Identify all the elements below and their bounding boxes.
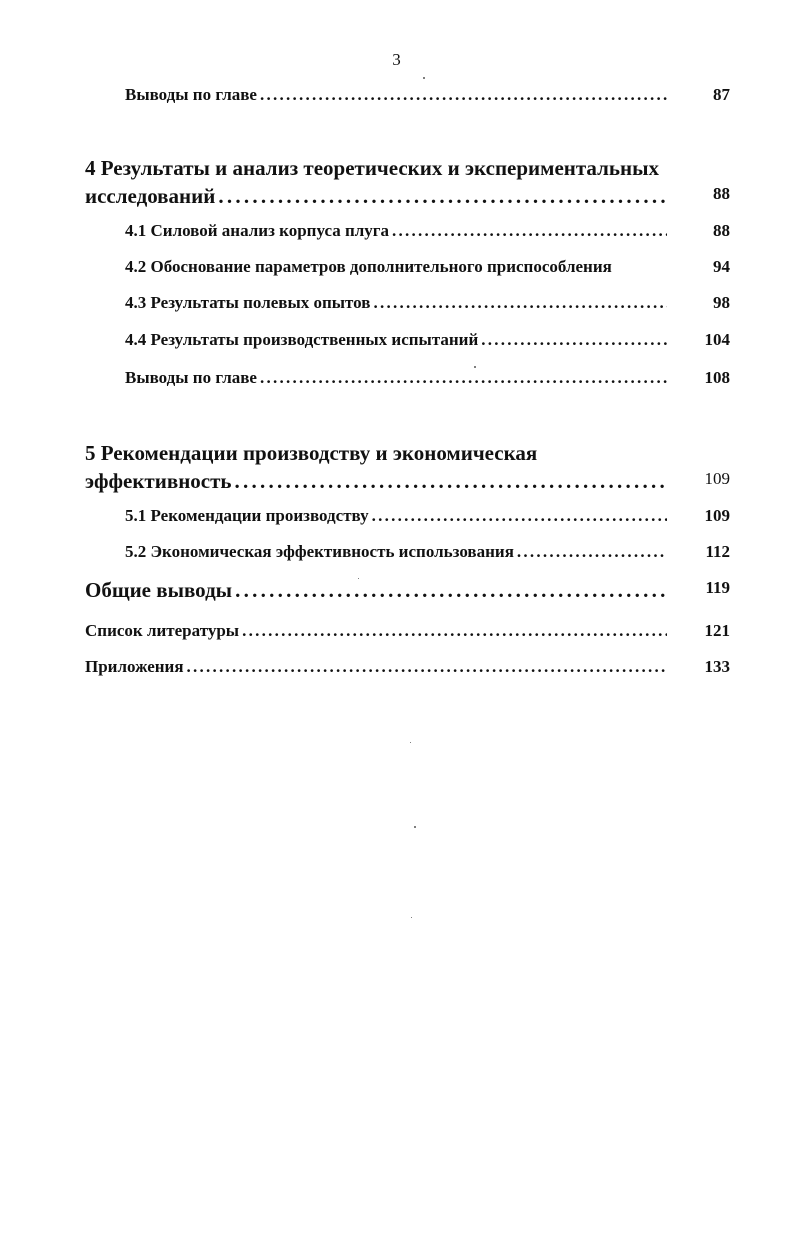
toc-entry-general-conclusions[interactable] bbox=[85, 578, 730, 603]
toc-entry-title: Выводы по главе bbox=[125, 85, 257, 104]
toc-entry-page: 121 bbox=[704, 621, 730, 640]
toc-leader-dots bbox=[392, 221, 667, 241]
toc-entry-4-2[interactable] bbox=[125, 257, 730, 277]
toc-entry-title: 4.1 Силовой анализ корпуса плуга bbox=[125, 221, 390, 240]
toc-entry-page: 108 bbox=[704, 368, 730, 387]
toc-entry-chapter-5[interactable] bbox=[85, 469, 730, 494]
scan-speck bbox=[410, 742, 411, 743]
toc-leader-dots bbox=[235, 469, 667, 494]
toc-entry-5-2[interactable] bbox=[125, 542, 730, 562]
toc-entry-page: 109 bbox=[704, 469, 730, 488]
toc-leader-dots bbox=[235, 578, 667, 603]
toc-entry-title: эффективность bbox=[85, 469, 232, 493]
toc-chapter-5-title-line1: 5 Рекомендации производству и экономическая bbox=[85, 441, 538, 465]
toc-entry-title: Список литературы bbox=[85, 621, 240, 640]
toc-leader-dots bbox=[481, 330, 667, 350]
toc-entry-title: 5.1 Рекомендации производству bbox=[125, 506, 369, 525]
toc-entry-page: 109 bbox=[704, 506, 730, 525]
toc-entry-page: 88 bbox=[713, 184, 730, 203]
toc-entry-conclusions-ch4[interactable] bbox=[125, 368, 730, 388]
toc-entry-chapter-4[interactable] bbox=[85, 184, 730, 209]
toc-leader-dots bbox=[218, 184, 667, 209]
toc-entry-4-4[interactable] bbox=[125, 330, 730, 350]
page-number: 3 bbox=[392, 50, 401, 69]
toc-leader-dots bbox=[372, 506, 667, 526]
toc-entry-references[interactable] bbox=[85, 621, 730, 641]
toc-leader-dots bbox=[187, 657, 667, 677]
toc-entry-title: Общие выводы bbox=[85, 578, 233, 602]
toc-entry-page: 112 bbox=[705, 542, 730, 561]
scan-speck bbox=[411, 917, 412, 918]
toc-entry-page: 104 bbox=[704, 330, 730, 349]
toc-entry-title: 5.2 Экономическая эффективность использования bbox=[125, 542, 514, 561]
toc-entry-title: 4.4 Результаты производственных испытаний bbox=[125, 330, 479, 349]
toc-entry-page: 94 bbox=[713, 257, 730, 276]
toc-leader-dots bbox=[373, 293, 667, 313]
toc-leader-dots bbox=[242, 621, 667, 641]
toc-entry-title: 4.3 Результаты полевых опытов bbox=[125, 293, 371, 312]
toc-entry-title: исследований bbox=[85, 184, 216, 208]
scan-speck bbox=[423, 77, 425, 79]
toc-entry-4-1[interactable] bbox=[125, 221, 730, 241]
toc-entry-page: 98 bbox=[713, 293, 730, 312]
toc-entry-page: 133 bbox=[704, 657, 730, 676]
toc-entry-title: Приложения bbox=[85, 657, 184, 676]
scan-speck bbox=[358, 578, 359, 579]
toc-entry-page: 88 bbox=[713, 221, 730, 240]
toc-leader-dots bbox=[260, 85, 667, 105]
scan-speck bbox=[414, 826, 416, 828]
toc-entry-5-1[interactable] bbox=[125, 506, 730, 526]
toc-entry-page: 87 bbox=[713, 85, 730, 104]
toc-leader-dots bbox=[260, 368, 667, 388]
scan-speck bbox=[474, 366, 476, 368]
toc-entry-4-3[interactable] bbox=[125, 293, 730, 313]
toc-leader-dots bbox=[517, 542, 667, 562]
toc-entry-conclusions-ch3[interactable] bbox=[125, 85, 730, 105]
toc-entry-page: 119 bbox=[705, 578, 730, 597]
toc-chapter-4-title-line1: 4 Результаты и анализ теоретических и экспериментальных bbox=[85, 156, 660, 180]
toc-entry-appendices[interactable] bbox=[85, 657, 730, 677]
toc-entry-title: Выводы по главе bbox=[125, 368, 257, 387]
toc-entry-title: 4.2 Обоснование параметров дополнительного приспособления bbox=[125, 257, 612, 276]
